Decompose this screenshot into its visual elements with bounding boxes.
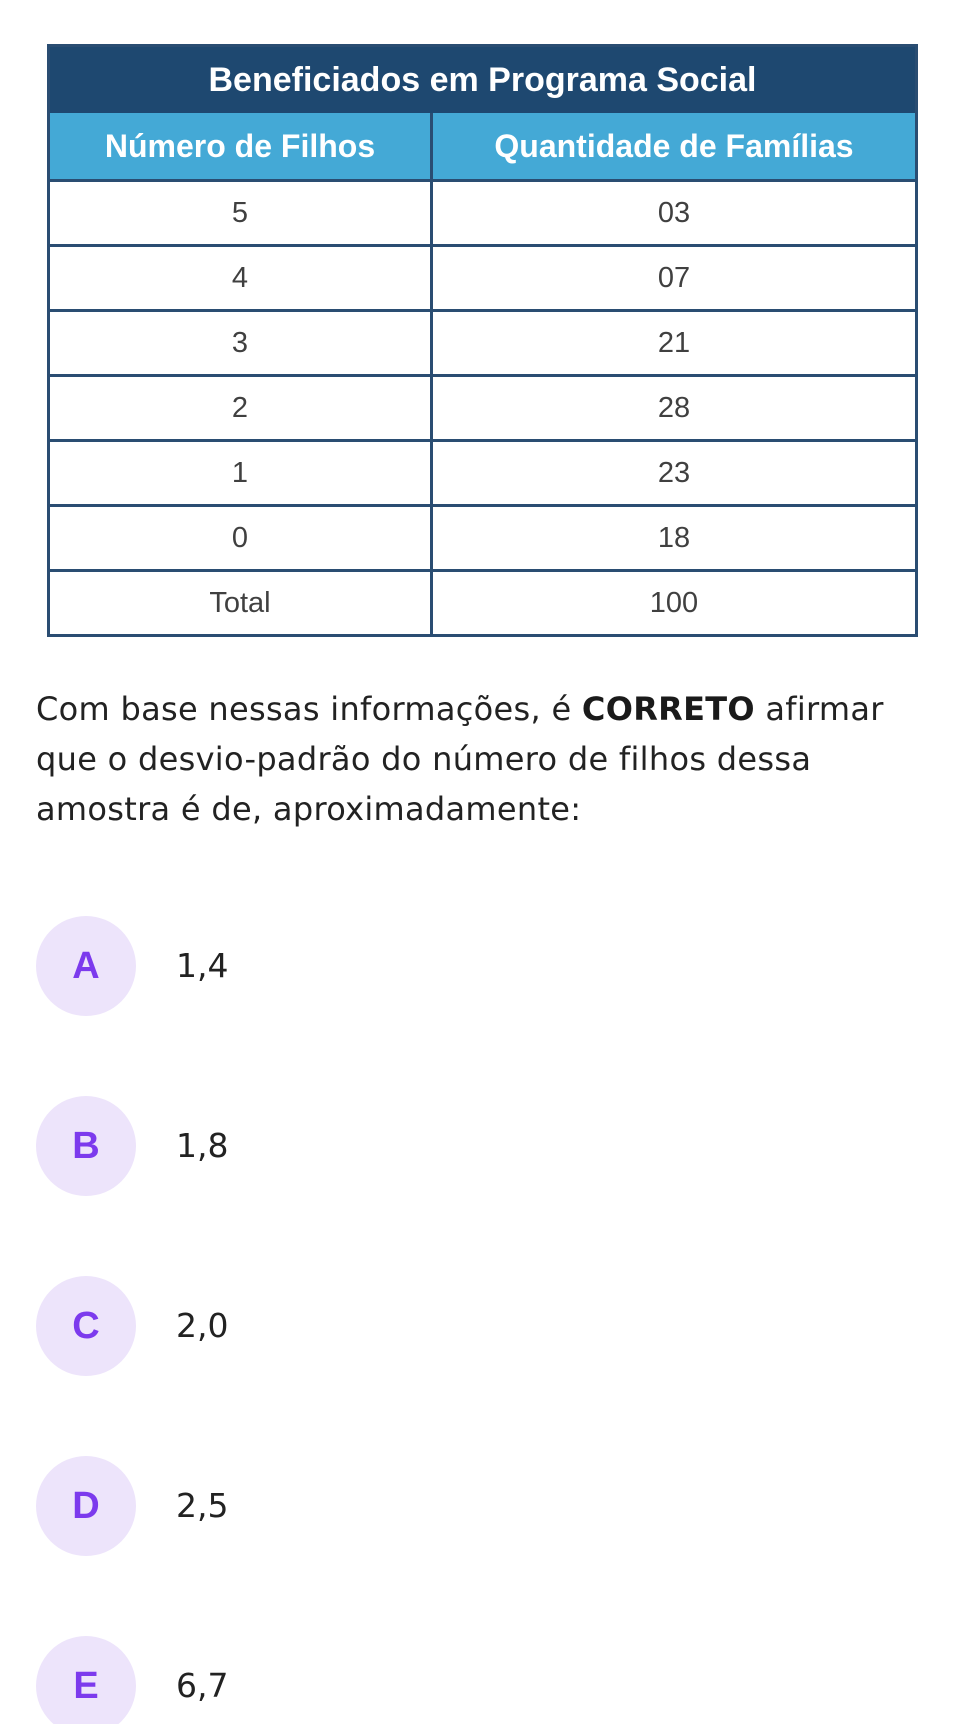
table-row [50, 246, 915, 311]
table-cell-children: 4 [50, 246, 432, 311]
option-letter-badge[interactable]: B [36, 1096, 136, 1196]
table-row [50, 181, 915, 246]
table-cell-total-label: Total [50, 571, 432, 635]
option-text[interactable]: 1,8 [176, 1126, 229, 1165]
answer-option-b[interactable] [36, 1096, 916, 1276]
option-text[interactable]: 2,5 [176, 1486, 229, 1525]
option-text[interactable]: 1,4 [176, 946, 229, 985]
table-row-total [50, 571, 915, 635]
column-header-children: Número de Filhos [50, 113, 432, 181]
option-letter-badge[interactable]: D [36, 1456, 136, 1556]
option-letter-badge[interactable]: C [36, 1276, 136, 1376]
answer-option-a[interactable] [36, 916, 916, 1096]
column-header-families: Quantidade de Famílias [432, 113, 916, 181]
table-cell-total-value: 100 [649, 586, 699, 619]
table-title-row [50, 47, 915, 113]
table-cell-children: 2 [50, 376, 432, 441]
table-cell-families: 03 [432, 181, 916, 246]
table-cell-children: 5 [50, 181, 432, 246]
table-row [50, 376, 915, 441]
table-row [50, 311, 915, 376]
table-cell-families: 23 [432, 441, 916, 506]
option-letter-badge[interactable]: A [36, 916, 136, 1016]
answer-option-c[interactable] [36, 1276, 916, 1456]
question-text-part2: afirmar que o desvio-padrão do número de filhos dessa amostra é de, aproximadamente: [36, 690, 884, 828]
table-header-row [50, 113, 915, 181]
table-cell-families: 18 [432, 506, 916, 571]
table-cell-children: 3 [50, 311, 432, 376]
answer-option-e[interactable] [36, 1636, 916, 1724]
data-table-frame [47, 44, 918, 637]
table-cell-families: 21 [432, 311, 916, 376]
table-row [50, 506, 915, 571]
table-cell-families: 28 [432, 376, 916, 441]
question-text [36, 684, 926, 834]
option-text[interactable]: 2,0 [176, 1306, 229, 1345]
table-cell-children: 0 [50, 506, 432, 571]
answer-option-d[interactable] [36, 1456, 916, 1636]
data-table [50, 47, 915, 634]
answer-options [36, 916, 916, 1724]
table-cell-children: 1 [50, 441, 432, 506]
table-row [50, 441, 915, 506]
option-letter-badge[interactable]: E [36, 1636, 136, 1724]
question-emphasis: CORRETO [581, 690, 755, 728]
question-text-part1: Com base nessas informações, é [36, 690, 582, 728]
table-cell-families: 07 [432, 246, 916, 311]
table-title: Beneficiados em Programa Social [50, 47, 915, 113]
option-text[interactable]: 6,7 [176, 1666, 229, 1705]
